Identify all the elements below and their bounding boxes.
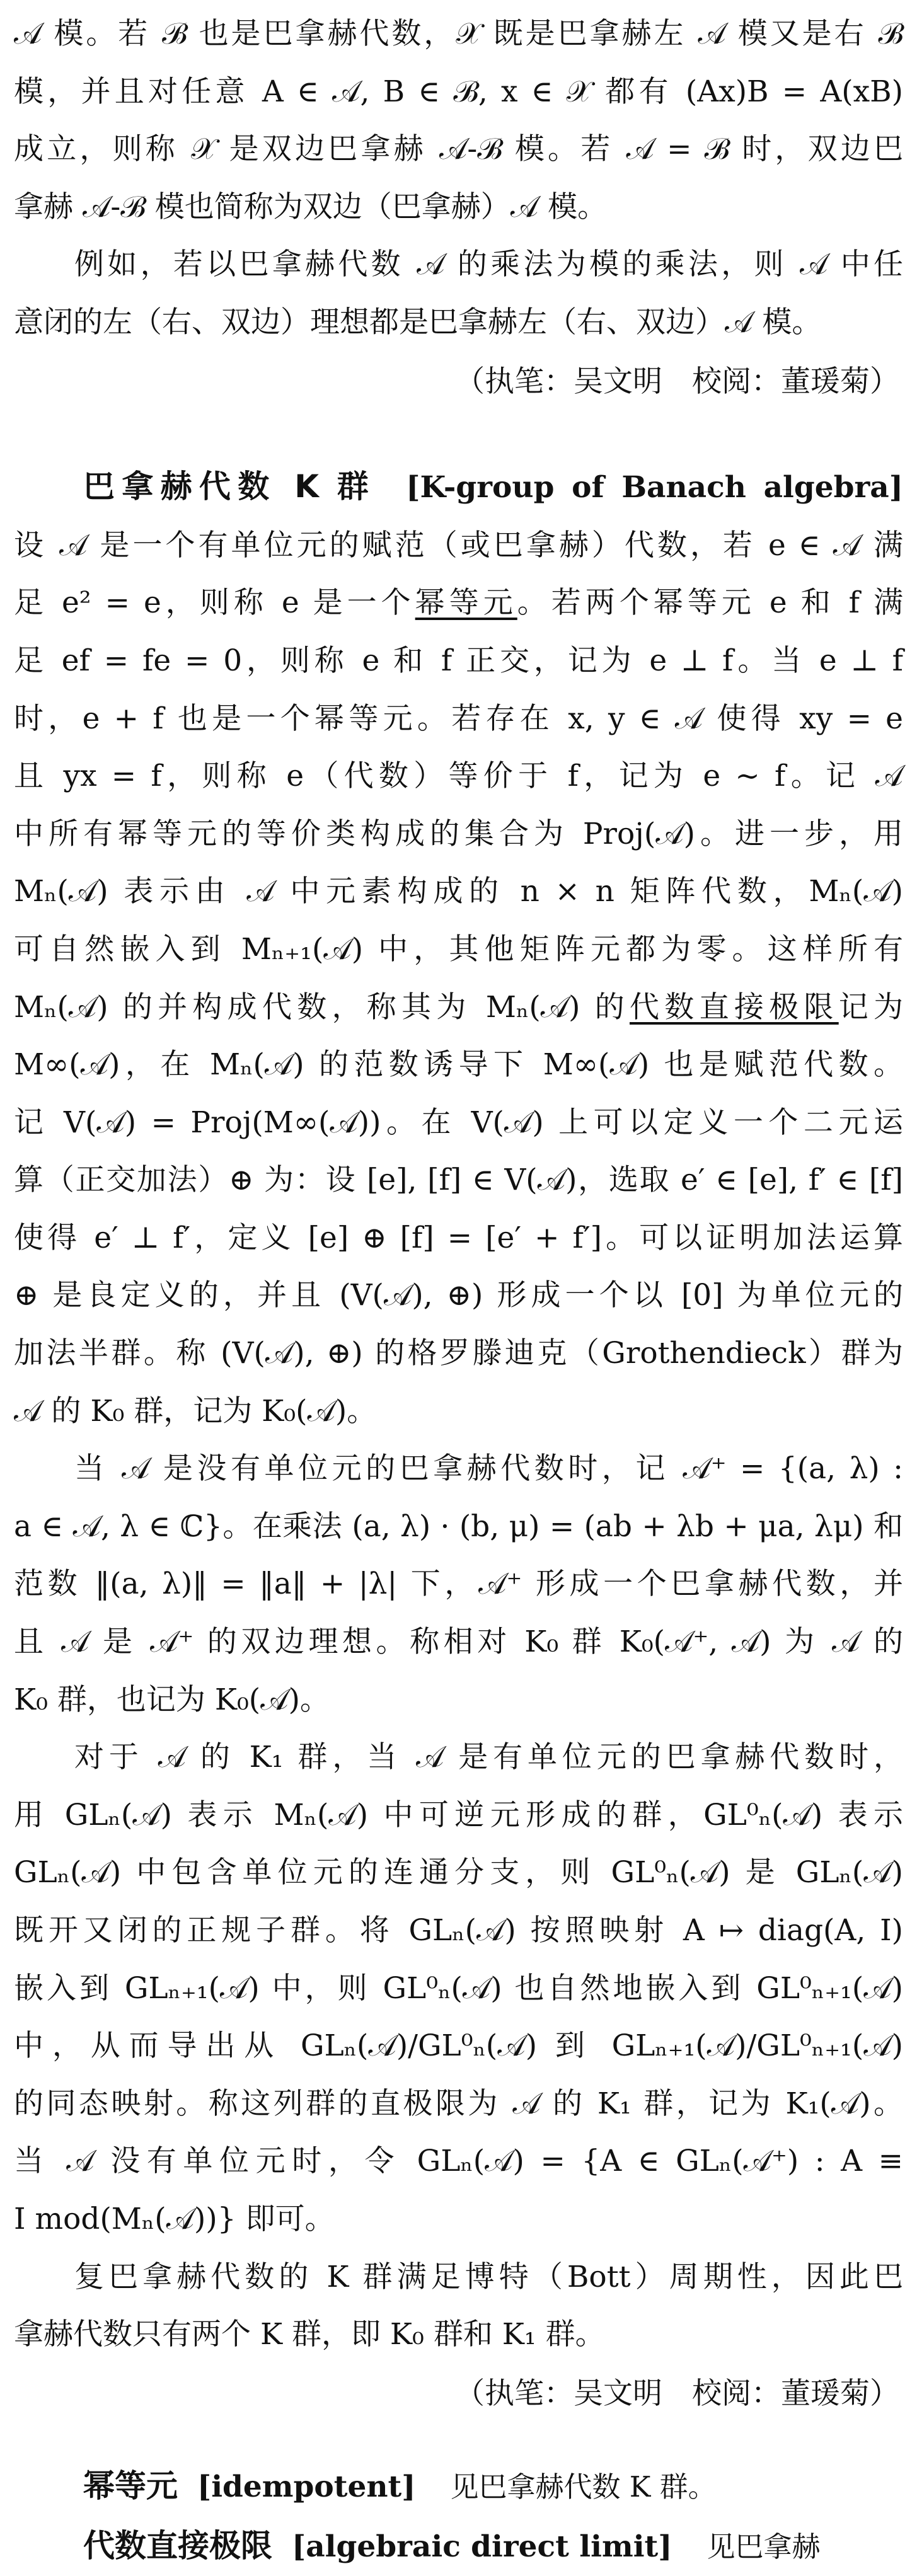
text-line: 当 𝒜 没有单位元时，令 GLₙ(𝒜) = {A ∈ GLₙ(𝒜⁺) : A ≡	[14, 2144, 903, 2179]
entry-term: 幂等元	[83, 2468, 178, 2505]
text-segment: 足 e² = e，则称 e 是一个	[14, 585, 415, 621]
idempotent-link[interactable]: 幂等元	[415, 585, 517, 621]
text-line: 的同态映射。称这列群的直极限为 𝒜 的 K₁ 群，记为 K₁(𝒜)。	[14, 2086, 903, 2121]
entry-heading	[14, 458, 903, 517]
text-line: 记 V(𝒜) = Proj(M∞(𝒜))。在 V(𝒜) 上可以定义一个二元运	[14, 1105, 903, 1140]
text-line: 算（正交加法）⊕ 为：设 [e], [f] ∈ V(𝒜)，选取 e′ ∈ [e], f′ ∈ [f]	[14, 1163, 903, 1198]
text-segment: Mₙ(𝒜) 的并构成代数，称其为 Mₙ(𝒜) 的	[14, 989, 630, 1025]
text-line: 且 𝒜 是 𝒜⁺ 的双边理想。称相对 K₀ 群 K₀(𝒜⁺, 𝒜) 为 𝒜 的	[14, 1624, 903, 1660]
entry-k-group	[14, 458, 903, 1440]
text-line: 𝒜 的 K₀ 群，记为 K₀(𝒜)。	[14, 1393, 377, 1429]
text-line: 例如，若以巴拿赫代数 𝒜 的乘法为模的乘法，则 𝒜 中任	[74, 247, 903, 282]
text-line: 复巴拿赫代数的 K 群满足博特（Bott）周期性，因此巴	[74, 2259, 903, 2294]
see-reference[interactable]: 见巴拿赫代数 K 群。	[450, 2470, 717, 2504]
author-credit: （执笔：吴文明 校阅：董瑗菊）	[455, 364, 899, 399]
text-segment: 记为	[838, 989, 904, 1025]
text-line: 既开又闭的正规子群。将 GLₙ(𝒜) 按照映射 A ↦ diag(A, I)	[14, 1913, 904, 1948]
entry-term: 代数直接极限	[83, 2527, 272, 2564]
sec1-paragraph	[14, 5, 903, 236]
text-line	[14, 979, 903, 1037]
author-credit: （执笔：吴文明 校阅：董瑗菊）	[455, 2376, 899, 2411]
text-line: 中所有幂等元的等价类构成的集合为 Proj(𝒜)。进一步，用	[14, 816, 903, 851]
text-line: 使得 e′ ⊥ f′，定义 [e] ⊕ [f] = [e′ + f′]。可以证明加法运算	[14, 1220, 903, 1255]
text-line: a ∈ 𝒜, λ ∈ ℂ}。在乘法 (a, λ) · (b, μ) = (ab + λb + μa, λμ) 和	[14, 1509, 903, 1544]
text-line: 拿赫 𝒜-ℬ 模也简称为双边（巴拿赫）𝒜 模。	[14, 189, 608, 224]
entry-english: [idempotent]	[197, 2470, 416, 2505]
text-line: 成立，则称 𝒳 是双边巴拿赫 𝒜-ℬ 模。若 𝒜 = ℬ 时，双边巴	[14, 132, 903, 167]
entry-k-paragraph-4	[14, 2248, 903, 2364]
entry-k-paragraph-3	[14, 1728, 903, 2248]
text-line: M∞(𝒜)，在 Mₙ(𝒜) 的范数诱导下 M∞(𝒜) 也是赋范代数。	[14, 1047, 903, 1083]
text-line: 设 𝒜 是一个有单位元的赋范（或巴拿赫）代数，若 e ∈ 𝒜 满	[14, 527, 903, 563]
text-line: I mod(Mₙ(𝒜))} 即可。	[14, 2201, 335, 2236]
text-line: 嵌入到 GLₙ₊₁(𝒜) 中，则 GL⁰ₙ(𝒜) 也自然地嵌入到 GL⁰ₙ₊₁(𝒜)	[14, 1970, 903, 2006]
text-segment: 。若两个幂等元 e 和 f 满	[517, 585, 903, 621]
entry-idempotent	[14, 2458, 903, 2516]
text-line: 加法半群。称 (V(𝒜), ⊕) 的格罗滕迪克（Grothendieck）群为	[14, 1336, 903, 1371]
text-line: GLₙ(𝒜) 中包含单位元的连通分支，则 GL⁰ₙ(𝒜) 是 GLₙ(𝒜)	[14, 1855, 903, 1890]
entry-algebraic-direct-limit	[14, 2517, 903, 2576]
text-line	[14, 574, 903, 632]
text-line: 中，从而导出从 GLₙ(𝒜)/GL⁰ₙ(𝒜) 到 GLₙ₊₁(𝒜)/GL⁰ₙ₊₁(𝒜)	[14, 2028, 903, 2064]
text-line: Mₙ(𝒜) 表示由 𝒜 中元素构成的 n × n 矩阵代数，Mₙ(𝒜)	[14, 874, 903, 909]
direct-limit-link[interactable]: 代数直接极限	[630, 989, 839, 1025]
text-line: 范数 ‖(a, λ)‖ = ‖a‖ + |λ| 下，𝒜⁺ 形成一个巴拿赫代数，并	[14, 1567, 903, 1602]
text-line: 对于 𝒜 的 K₁ 群，当 𝒜 是有单位元的巴拿赫代数时，	[74, 1740, 903, 1775]
text-line: K₀ 群，也记为 K₀(𝒜)。	[14, 1682, 330, 1717]
entry-term: 巴拿赫代数 K 群	[83, 468, 376, 505]
entry-k-paragraph-2	[14, 1440, 903, 1728]
text-line: 意闭的左（右、双边）理想都是巴拿赫左（右、双边）𝒜 模。	[14, 304, 822, 340]
text-line: ⊕ 是良定义的，并且 (V(𝒜), ⊕) 形成一个以 [0] 为单位元的	[14, 1278, 903, 1313]
text-line: 且 yx = f，则称 e（代数）等价于 f，记为 e ∼ f。记 𝒜	[14, 759, 903, 794]
text-line: 用 GLₙ(𝒜) 表示 Mₙ(𝒜) 中可逆元形成的群，GL⁰ₙ(𝒜) 表示	[14, 1797, 903, 1832]
text-line: 足 ef = fe = 0，则称 e 和 f 正交，记为 e ⊥ f。当 e ⊥ f	[14, 643, 903, 678]
text-line: 可自然嵌入到 Mₙ₊₁(𝒜) 中，其他矩阵元都为零。这样所有	[14, 931, 903, 967]
sec1-example-paragraph	[14, 236, 903, 351]
text-line: 时，e + f 也是一个幂等元。若存在 x, y ∈ 𝒜 使得 xy = e	[14, 701, 903, 736]
text-line: 模，并且对任意 A ∈ 𝒜, B ∈ ℬ, x ∈ 𝒳 都有 (Ax)B = A(xB)	[14, 74, 903, 109]
see-reference[interactable]: 见巴拿赫	[706, 2529, 821, 2563]
text-line: 𝒜 模。若 ℬ 也是巴拿赫代数，𝒳 既是巴拿赫左 𝒜 模又是右 ℬ	[14, 16, 903, 51]
entry-english: [algebraic direct limit]	[291, 2529, 672, 2564]
entry-english: [K-group of Banach algebra]	[406, 470, 903, 505]
text-line: 拿赫代数只有两个 K 群，即 K₀ 群和 K₁ 群。	[14, 2317, 605, 2352]
text-line: 当 𝒜 是没有单位元的巴拿赫代数时，记 𝒜⁺ = {(a, λ) :	[74, 1451, 903, 1486]
